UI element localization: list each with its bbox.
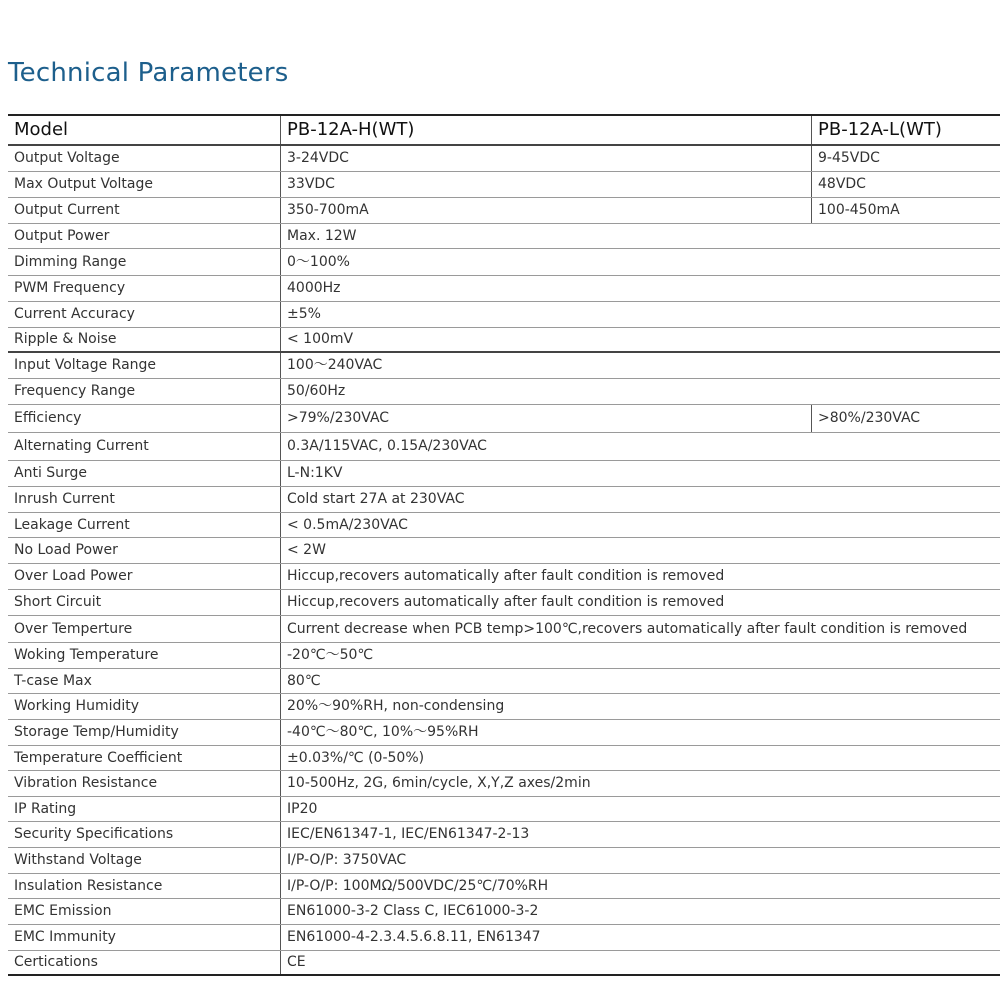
table-row bbox=[8, 821, 1000, 847]
param-name-cell: Security Specifications bbox=[8, 821, 281, 847]
value-h-cell: I/P-O/P: 100MΩ/500VDC/25℃/70%RH bbox=[281, 873, 1000, 898]
param-name-cell: Short Circuit bbox=[8, 589, 281, 615]
value-h-cell: CE bbox=[281, 950, 1000, 975]
param-name-cell: Inrush Current bbox=[8, 486, 281, 512]
value-h-cell: Hiccup,recovers automatically after fault condition is removed bbox=[281, 563, 1000, 589]
value-h-cell: < 0.5mA/230VAC bbox=[281, 512, 1000, 537]
value-h-cell: -40℃～80℃, 10%～95%RH bbox=[281, 719, 1000, 745]
table-row bbox=[8, 537, 1000, 563]
value-h-cell: 100～240VAC bbox=[281, 352, 1000, 378]
value-h-cell: IEC/EN61347-1, IEC/EN61347-2-13 bbox=[281, 821, 1000, 847]
table-row bbox=[8, 248, 1000, 275]
value-l-cell: 100-450mA bbox=[812, 197, 1000, 223]
table-header-row bbox=[8, 115, 1000, 145]
value-h-cell: 350-700mA bbox=[281, 197, 812, 223]
value-h-cell: Current decrease when PCB temp>100℃,recovers automatically after fault condition is removed bbox=[281, 615, 1000, 642]
table-row bbox=[8, 796, 1000, 821]
table-row bbox=[8, 197, 1000, 223]
value-h-cell: >79%/230VAC bbox=[281, 404, 812, 432]
table-row bbox=[8, 719, 1000, 745]
table-row bbox=[8, 171, 1000, 197]
value-l-cell: 9-45VDC bbox=[812, 145, 1000, 171]
header-model: Model bbox=[8, 115, 281, 145]
param-name-cell: T-case Max bbox=[8, 668, 281, 693]
table-row bbox=[8, 642, 1000, 668]
value-h-cell: EN61000-4-2.3.4.5.6.8.11, EN61347 bbox=[281, 924, 1000, 950]
table-row bbox=[8, 563, 1000, 589]
value-h-cell: < 100mV bbox=[281, 327, 1000, 352]
param-name-cell: Output Current bbox=[8, 197, 281, 223]
value-h-cell: 0～100% bbox=[281, 248, 1000, 275]
param-name-cell: Working Humidity bbox=[8, 693, 281, 719]
table-row bbox=[8, 275, 1000, 301]
table-row bbox=[8, 615, 1000, 642]
table-row bbox=[8, 460, 1000, 486]
table-row bbox=[8, 847, 1000, 873]
param-name-cell: Ripple & Noise bbox=[8, 327, 281, 352]
param-name-cell: Alternating Current bbox=[8, 432, 281, 460]
value-h-cell: IP20 bbox=[281, 796, 1000, 821]
value-h-cell: -20℃～50℃ bbox=[281, 642, 1000, 668]
value-h-cell: Hiccup,recovers automatically after fault condition is removed bbox=[281, 589, 1000, 615]
param-name-cell: Output Voltage bbox=[8, 145, 281, 171]
table-row bbox=[8, 352, 1000, 378]
table-row bbox=[8, 486, 1000, 512]
table-row bbox=[8, 378, 1000, 404]
table-row bbox=[8, 223, 1000, 248]
page-title: Technical Parameters bbox=[8, 58, 289, 88]
param-name-cell: PWM Frequency bbox=[8, 275, 281, 301]
param-name-cell: EMC Immunity bbox=[8, 924, 281, 950]
param-name-cell: Certications bbox=[8, 950, 281, 975]
table-row bbox=[8, 512, 1000, 537]
value-h-cell: I/P-O/P: 3750VAC bbox=[281, 847, 1000, 873]
param-name-cell: Over Load Power bbox=[8, 563, 281, 589]
value-h-cell: ±5% bbox=[281, 301, 1000, 327]
value-h-cell: EN61000-3-2 Class C, IEC61000-3-2 bbox=[281, 898, 1000, 924]
table-row bbox=[8, 145, 1000, 171]
table-row bbox=[8, 432, 1000, 460]
value-h-cell: 0.3A/115VAC, 0.15A/230VAC bbox=[281, 432, 1000, 460]
header-model-l: PB-12A-L(WT) bbox=[812, 115, 1000, 145]
spec-table-body bbox=[8, 115, 1000, 975]
table-row bbox=[8, 770, 1000, 796]
value-h-cell: Cold start 27A at 230VAC bbox=[281, 486, 1000, 512]
value-h-cell: 10-500Hz, 2G, 6min/cycle, X,Y,Z axes/2min bbox=[281, 770, 1000, 796]
value-h-cell: 20%～90%RH, non-condensing bbox=[281, 693, 1000, 719]
value-h-cell: 50/60Hz bbox=[281, 378, 1000, 404]
param-name-cell: Anti Surge bbox=[8, 460, 281, 486]
param-name-cell: Leakage Current bbox=[8, 512, 281, 537]
table-row bbox=[8, 327, 1000, 352]
table-row bbox=[8, 924, 1000, 950]
param-name-cell: Over Temperture bbox=[8, 615, 281, 642]
table-row bbox=[8, 301, 1000, 327]
param-name-cell: Current Accuracy bbox=[8, 301, 281, 327]
param-name-cell: Vibration Resistance bbox=[8, 770, 281, 796]
table-row bbox=[8, 668, 1000, 693]
param-name-cell: Frequency Range bbox=[8, 378, 281, 404]
param-name-cell: Input Voltage Range bbox=[8, 352, 281, 378]
param-name-cell: No Load Power bbox=[8, 537, 281, 563]
param-name-cell: Max Output Voltage bbox=[8, 171, 281, 197]
value-h-cell: 33VDC bbox=[281, 171, 812, 197]
value-h-cell: ±0.03%/℃ (0-50%) bbox=[281, 745, 1000, 770]
param-name-cell: Withstand Voltage bbox=[8, 847, 281, 873]
spec-table bbox=[8, 114, 1000, 976]
table-row bbox=[8, 873, 1000, 898]
value-l-cell: 48VDC bbox=[812, 171, 1000, 197]
param-name-cell: Storage Temp/Humidity bbox=[8, 719, 281, 745]
value-l-cell: >80%/230VAC bbox=[812, 404, 1000, 432]
param-name-cell: Efficiency bbox=[8, 404, 281, 432]
value-h-cell: Max. 12W bbox=[281, 223, 1000, 248]
value-h-cell: < 2W bbox=[281, 537, 1000, 563]
value-h-cell: 4000Hz bbox=[281, 275, 1000, 301]
table-row bbox=[8, 950, 1000, 975]
table-row bbox=[8, 693, 1000, 719]
value-h-cell: 80℃ bbox=[281, 668, 1000, 693]
table-row bbox=[8, 745, 1000, 770]
param-name-cell: IP Rating bbox=[8, 796, 281, 821]
param-name-cell: Output Power bbox=[8, 223, 281, 248]
param-name-cell: Dimming Range bbox=[8, 248, 281, 275]
header-model-h: PB-12A-H(WT) bbox=[281, 115, 812, 145]
table-row bbox=[8, 898, 1000, 924]
param-name-cell: Insulation Resistance bbox=[8, 873, 281, 898]
table-row bbox=[8, 404, 1000, 432]
param-name-cell: EMC Emission bbox=[8, 898, 281, 924]
table-row bbox=[8, 589, 1000, 615]
value-h-cell: 3-24VDC bbox=[281, 145, 812, 171]
param-name-cell: Woking Temperature bbox=[8, 642, 281, 668]
value-h-cell: L-N:1KV bbox=[281, 460, 1000, 486]
param-name-cell: Temperature Coefficient bbox=[8, 745, 281, 770]
